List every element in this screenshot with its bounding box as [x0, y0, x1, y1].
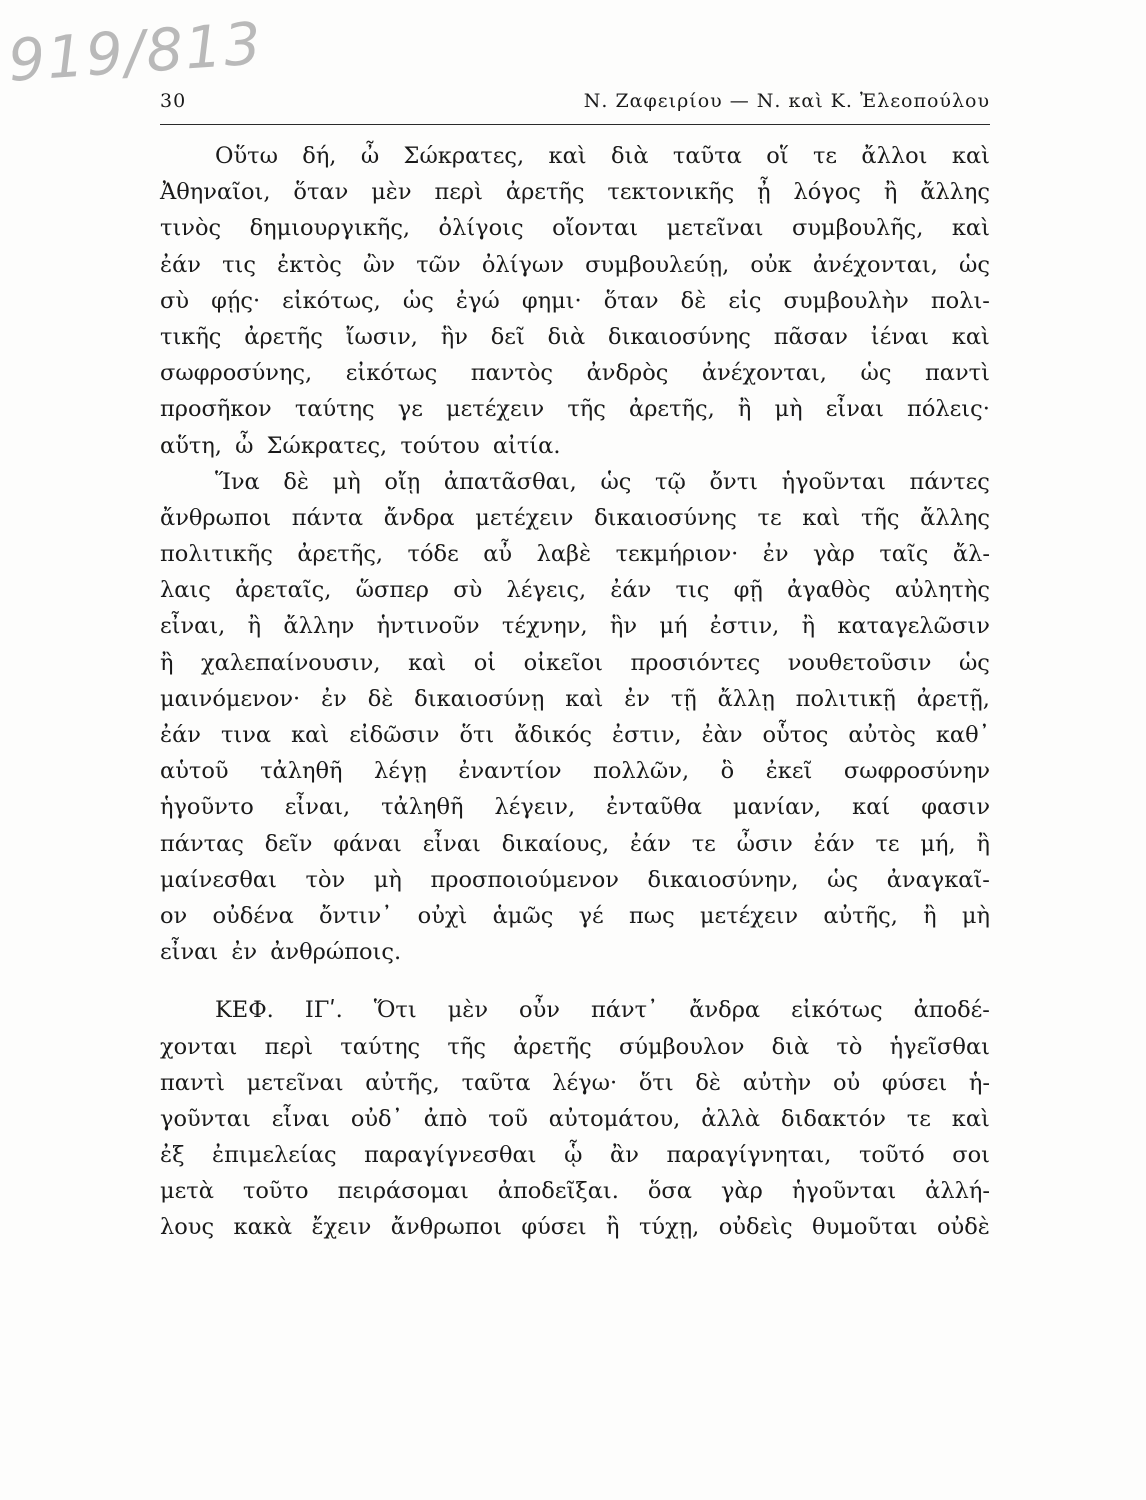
paragraph-gap: [160, 970, 990, 992]
text-line: ἄνθρωποι πάντα ἄνδρα μετέχειν δικαιοσύνης τε καὶ τῆς ἄλλης: [160, 504, 990, 531]
text-line: τικῆς ἀρετῆς ἴωσιν, ἣν δεῖ διὰ δικαιοσύνης πᾶσαν ἰέναι καὶ: [160, 323, 990, 350]
text-line: ἐάν τις ἐκτὸς ὢν τῶν ὀλίγων συμβουλεύῃ, οὐκ ἀνέχονται, ὡς: [160, 251, 990, 278]
text-line: Ἵνα δὲ μὴ οἴῃ ἀπατᾶσθαι, ὡς τῷ ὄντι ἡγοῦνται πάντες: [215, 468, 990, 495]
running-head-title: Ν. Ζαφειρίου — Ν. καὶ Κ. Ἐλεοπούλου: [583, 90, 990, 112]
text-line: γοῦνται εἶναι οὐδ᾽ ἀπὸ τοῦ αὐτομάτου, ἀλλὰ διδακτόν τε καὶ: [160, 1105, 990, 1132]
text-line: εἶναι ἐν ἀνθρώποις.: [160, 939, 402, 966]
text-line: μετὰ τοῦτο πειράσομαι ἀποδεῖξαι. ὅσα γὰρ ἡγοῦνται ἀλλή-: [160, 1178, 990, 1205]
text-line: αὕτη, ὦ Σώκρατες, τούτου αἰτία.: [160, 432, 561, 459]
text-line: ΚΕΦ. ΙΓʹ. Ὅτι μὲν οὖν πάντ᾽ ἄνδρα εἰκότως ἀποδέ-: [215, 997, 990, 1024]
text-line: εἶναι, ἢ ἄλλην ἡντινοῦν τέχνην, ἣν μή ἐστιν, ἢ καταγελῶσιν: [160, 613, 990, 640]
text-line: ἐάν τινα καὶ εἰδῶσιν ὅτι ἄδικός ἐστιν, ἐὰν οὗτος αὐτὸς καθ᾽: [160, 722, 990, 748]
text-line: αὑτοῦ τἀληθῆ λέγῃ ἐναντίον πολλῶν, ὃ ἐκεῖ σωφροσύνην: [160, 758, 990, 785]
text-line: Ἀθηναῖοι, ὅταν μὲν περὶ ἀρετῆς τεκτονικῆς ᾖ λόγος ἢ ἄλλης: [160, 179, 990, 206]
handwritten-catalog-number: 919/813: [5, 9, 266, 95]
text-line: παντὶ μετεῖναι αὐτῆς, ταῦτα λέγω· ὅτι δὲ αὐτὴν οὐ φύσει ἡ-: [160, 1069, 990, 1096]
text-line: χονται περὶ ταύτης τῆς ἀρετῆς σύμβουλον διὰ τὸ ἡγεῖσθαι: [160, 1033, 990, 1060]
page-number: 30: [160, 90, 187, 112]
body-text: [160, 138, 990, 1246]
text-line: ἢ χαλεπαίνουσιν, καὶ οἱ οἰκεῖοι προσιόντες νουθετοῦσιν ὡς: [160, 649, 990, 676]
text-line: λους κακὰ ἔχειν ἄνθρωποι φύσει ἢ τύχῃ, οὐδεὶς θυμοῦται οὐδὲ: [160, 1214, 990, 1241]
running-head: [160, 90, 990, 120]
text-line: πάντας δεῖν φάναι εἶναι δικαίους, ἐάν τε ὦσιν ἐάν τε μή, ἢ: [160, 830, 990, 857]
text-line: προσῆκον ταύτης γε μετέχειν τῆς ἀρετῆς, ἢ μὴ εἶναι πόλεις·: [160, 396, 990, 423]
text-line: τινὸς δημιουργικῆς, ὀλίγοις οἴονται μετεῖναι συμβουλῆς, καὶ: [160, 215, 990, 242]
text-line: ἐξ ἐπιμελείας παραγίγνεσθαι ᾧ ἂν παραγίγνηται, τοῦτό σοι: [160, 1142, 990, 1169]
text-line: σωφροσύνης, εἰκότως παντὸς ἀνδρὸς ἀνέχονται, ὡς παντὶ: [160, 360, 990, 387]
text-line: μαίνεσθαι τὸν μὴ προσποιούμενον δικαιοσύνην, ὡς ἀναγκαῖ-: [160, 866, 990, 893]
text-line: σὺ φῄς· εἰκότως, ὡς ἐγώ φημι· ὅταν δὲ εἰς συμβουλὴν πολι-: [160, 287, 990, 314]
text-line: πολιτικῆς ἀρετῆς, τόδε αὖ λαβὲ τεκμήριον· ἐν γὰρ ταῖς ἄλ-: [160, 541, 990, 568]
text-line: ἡγοῦντο εἶναι, τἀληθῆ λέγειν, ἐνταῦθα μανίαν, καί φασιν: [160, 794, 990, 821]
text-line: λαις ἀρεταῖς, ὥσπερ σὺ λέγεις, ἐάν τις φῇ ἀγαθὸς αὐλητὴς: [160, 577, 990, 604]
text-line: μαινόμενον· ἐν δὲ δικαιοσύνῃ καὶ ἐν τῇ ἄλλῃ πολιτικῇ ἀρετῇ,: [160, 685, 990, 712]
text-line: Οὕτω δή, ὦ Σώκρατες, καὶ διὰ ταῦτα οἵ τε ἄλλοι καὶ: [215, 143, 990, 169]
text-line: ον οὐδένα ὄντιν᾽ οὐχὶ ἁμῶς γέ πως μετέχειν αὐτῆς, ἢ μὴ: [160, 902, 990, 929]
header-rule: [160, 124, 990, 125]
